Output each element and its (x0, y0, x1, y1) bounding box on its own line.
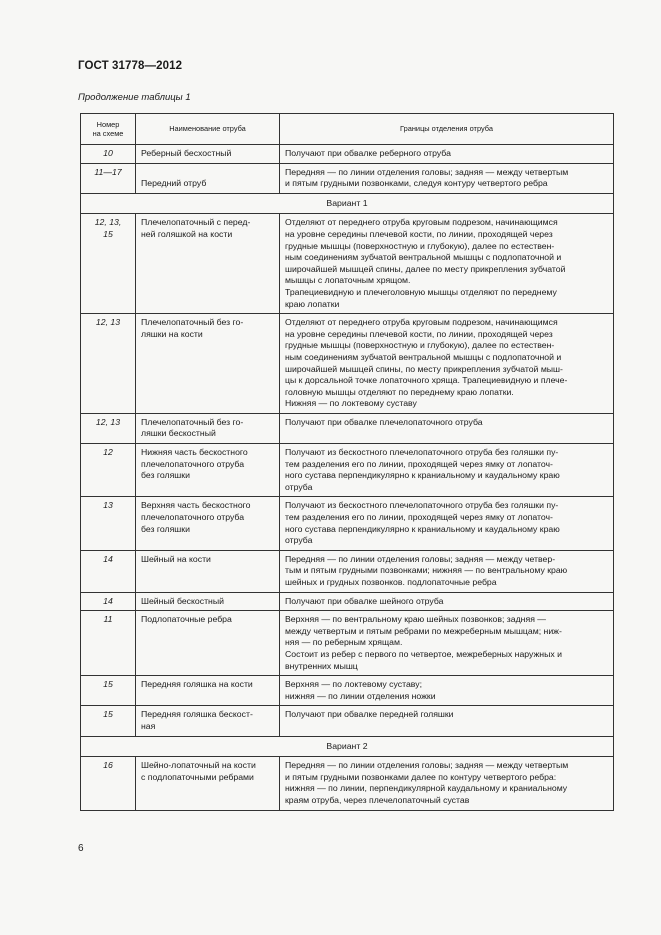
cut-number: 16 (103, 760, 113, 771)
cut-number: 11 (103, 614, 113, 625)
cut-boundaries: Получают при обвалке плечелопаточного отруба (280, 413, 614, 443)
cut-name: Плечелопаточный без го- ляшки бескостный (141, 416, 244, 439)
cut-boundaries: Передняя — по линии отделения головы; задняя — между четвертым и пятым грудными позвонками, следуя контуру четвертого ребра (280, 163, 614, 193)
table-continuation-caption: Продолжение таблицы 1 (78, 92, 191, 103)
cut-name: Подлопаточные ребра (141, 614, 232, 625)
cut-name: Передняя голяшка на кости (141, 679, 253, 690)
cut-number: 15 (103, 709, 113, 720)
table-row (81, 413, 614, 443)
table-row (81, 757, 614, 810)
cut-number: 14 (103, 595, 113, 606)
document-header: ГОСТ 31778—2012 (78, 60, 183, 72)
table-row (81, 145, 614, 164)
column-header-name: Наименование отруба (136, 114, 280, 145)
table-row (81, 611, 614, 676)
column-header-boundaries: Границы отделения отруба (280, 114, 614, 145)
cut-number: 12, 13 (95, 317, 121, 328)
table-body (81, 145, 614, 811)
cut-number: 12 (103, 447, 113, 458)
table-row (81, 163, 614, 193)
cut-number: 12, 13 (95, 416, 121, 427)
cut-number: 12, 13, 15 (94, 217, 122, 239)
table-row (81, 214, 614, 314)
variant-row (81, 736, 614, 757)
cut-boundaries: Верхняя — по вентральному краю шейных позвонков; задняя — между четвертым и пятым ребрами по межреберным мышцам; ниж- няя — по реберным хрящам. Состоит из ребер с первого по четвертое, межреберных наружных и внутренних мышц (280, 611, 614, 676)
cut-name: Верхняя часть бескостного плечелопаточного отруба без голяшки (141, 500, 251, 534)
table-row (81, 550, 614, 592)
variant-label: Вариант 2 (81, 736, 614, 757)
cut-name: Реберный бесхостный (141, 148, 232, 158)
cut-name: Нижняя часть бескостного плечелопаточного отруба без голяшки (141, 447, 248, 481)
cut-boundaries: Получают при обвалке реберного отруба (280, 145, 614, 164)
cut-boundaries: Передняя — по линии отделения головы; задняя — между четвертым и пятым грудными позвонками далее по контуру четвертого ребра: нижняя — по линии, перпендикулярной каудальному и краниальному краям отруба, через плечелопаточный сустав (280, 757, 614, 810)
table-row (81, 314, 614, 414)
cut-boundaries: Отделяют от переднего отруба круговым подрезом, начинающимся на уровне середины плечевой кости, по линии, проходящей через грудные мышцы (поверхностную и глубокую), далее по естествен- ным соединениям зубчатой вентральной мышцы с подлопаточной и широчайшей мышцей спины, по месту прикрепления зубчатой мыш- цы к дорсальной точке лопаточного хряща. Трапециевидную и плече- головную мышцы отделяют по переднему краю лопатки. Нижняя — по локтевому суставу (280, 314, 614, 414)
cut-boundaries: Получают из бескостного плечелопаточного отруба без голяшки пу- тем разделения его по линии, проходящей через ямку от лопаточ- ного сустава перпендикулярно к краниальному и каудальному краю отруба (280, 497, 614, 550)
variant-row (81, 193, 614, 214)
table-row (81, 592, 614, 611)
column-header-number: Номер на схеме (81, 114, 136, 145)
cut-number: 11—17 (94, 166, 122, 177)
cut-name: Передний отруб (141, 178, 207, 189)
cut-boundaries: Отделяют от переднего отруба круговым подрезом, начинающимся на уровне середины плечевой кости, по линии, проходящей через грудные мышцы (поверхностную и глубокую), далее по естествен- ным соединениям зубчатой вентральной мышцы с подлопаточной и широчайшей мышцей спины, далее по месту прикрепления зубчатой мышцы с лопаточным хрящом. Трапециевидную и плечеголовную мышцы отделяют по переднему краю лопатки (280, 214, 614, 314)
cut-boundaries: Получают при обвалке передней голяшки (280, 706, 614, 736)
table-row (81, 706, 614, 736)
cut-number: 15 (103, 679, 113, 690)
cuts-table (80, 113, 614, 811)
variant-label: Вариант 1 (81, 193, 614, 214)
cut-name: Плечелопаточный без го- ляшки на кости (141, 317, 244, 339)
cut-name: Шейный на кости (141, 553, 211, 564)
cut-boundaries: Передняя — по линии отделения головы; задняя — между четвер- тым и пятым грудными позвонками; нижняя — по вентральному краю шейных и грудных позвонков. подлопаточные ребра (280, 550, 614, 592)
cut-name: Шейно-лопаточный на кости с подлопаточными ребрами (141, 760, 256, 782)
cut-name: Передняя голяшка бескост- ная (141, 709, 253, 731)
cut-name: Шейный бескостный (141, 595, 224, 606)
table-row (81, 497, 614, 550)
cut-number: 10 (103, 148, 113, 158)
cut-boundaries: Получают из бескостного плечелопаточного отруба без голяшки пу- тем разделения его по линии, проходящей через ямку от лопаточ- ного сустава перпендикулярно к краниальному и каудальному краю отруба (280, 444, 614, 497)
cut-boundaries: Получают при обвалке шейного отруба (280, 592, 614, 611)
table-header-row (81, 114, 614, 145)
cut-boundaries: Верхняя — по локтевому суставу; нижняя — по линии отделения ножки (280, 676, 614, 706)
table-row (81, 676, 614, 706)
page-number: 6 (78, 843, 84, 854)
cut-name: Плечелопаточный с перед- ней голяшкой на кости (141, 217, 251, 239)
cut-number: 13 (103, 500, 113, 511)
cut-number: 14 (103, 553, 113, 564)
table-row (81, 444, 614, 497)
